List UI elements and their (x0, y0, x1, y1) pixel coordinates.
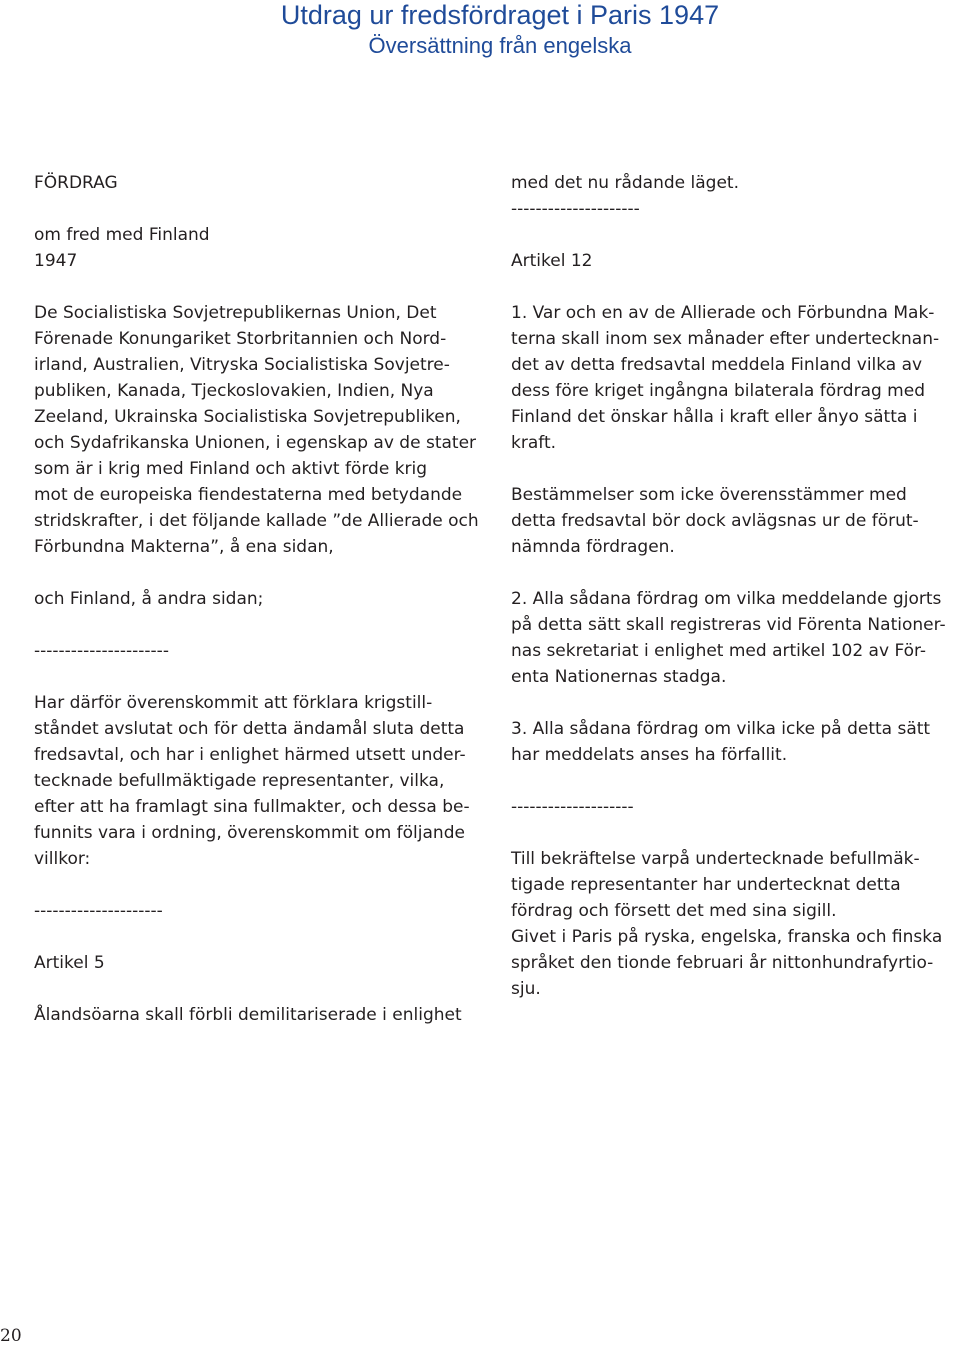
preamble-line: mot de europeiska fiendestaterna med betydande (34, 485, 463, 505)
paragraph-1-line: det av detta fredsavtal meddela Finland vilka av (511, 355, 923, 375)
closing-line: Givet i Paris på ryska, engelska, franska och finska (511, 927, 943, 947)
preamble-line: Förenade Konungariket Storbritannien och Nord- (34, 329, 447, 349)
separator: --------------------- (34, 901, 163, 921)
page-number: 20 (0, 1326, 22, 1346)
preamble-line: Förbundna Makterna”, å ena sidan, (34, 537, 334, 557)
article-5-text: Ålandsöarna skall förbli demilitariserade i enlighet (34, 1005, 462, 1025)
treaty-subheading: om fred med Finland (34, 225, 210, 245)
paragraph-2-line: på detta sätt skall registreras vid Förenta Nationer- (511, 615, 946, 635)
preamble-line: och Sydafrikanska Unionen, i egenskap av de stater (34, 433, 477, 453)
other-party-line: och Finland, å andra sidan; (34, 589, 264, 609)
agreement-line: Har därför överenskommit att förklara krigstill- (34, 693, 433, 713)
closing-line: sju. (511, 979, 541, 999)
paragraph-1-line: Finland det önskar hålla i kraft eller ånyo sätta i (511, 407, 918, 427)
preamble-line: Zeeland, Ukrainska Socialistiska Sovjetrepubliken, (34, 407, 461, 427)
agreement-line: fredsavtal, och har i enlighet härmed utsett under- (34, 745, 466, 765)
paragraph-1-line: kraft. (511, 433, 557, 453)
preamble-line: publiken, Kanada, Tjeckoslovakien, Indien, Nya (34, 381, 434, 401)
right-column (511, 170, 959, 1002)
preamble-line: stridskrafter, i det följande kallade ”de Allierade och (34, 511, 479, 531)
agreement-line: villkor: (34, 849, 91, 869)
left-column (34, 170, 494, 1028)
closing-line: tigade representanter har undertecknat detta (511, 875, 901, 895)
treaty-heading: FÖRDRAG (34, 173, 118, 193)
separator: --------------------- (511, 199, 640, 219)
paragraph-2-line: 2. Alla sådana fördrag om vilka meddelande gjorts (511, 589, 942, 609)
treaty-year: 1947 (34, 251, 78, 271)
separator: -------------------- (511, 797, 634, 817)
paragraph-1-line: terna skall inom sex månader efter undertecknan- (511, 329, 940, 349)
paragraph-1b-line: nämnda fördragen. (511, 537, 675, 557)
paragraph-1-line: dess före kriget ingångna bilaterala fördrag med (511, 381, 925, 401)
preamble-line: som är i krig med Finland och aktivt förde krig (34, 459, 428, 479)
closing-line: språket den tionde februari år nittonhundrafyrtio- (511, 953, 934, 973)
page-title: Utdrag ur fredsfördraget i Paris 1947 (280, 0, 720, 30)
paragraph-2-line: enta Nationernas stadga. (511, 667, 727, 687)
agreement-line: tecknade befullmäktigade representanter, vilka, (34, 771, 445, 791)
paragraph-1b-line: detta fredsavtal bör dock avlägsnas ur de förut- (511, 511, 919, 531)
closing-line: Till bekräftelse varpå undertecknade befullmäk- (511, 849, 920, 869)
closing-line: fördrag och försett det med sina sigill. (511, 901, 837, 921)
agreement-line: funnits vara i ordning, överenskommit om följande (34, 823, 465, 843)
article-5-title: Artikel 5 (34, 953, 105, 973)
preamble-line: De Socialistiska Sovjetrepublikernas Union, Det (34, 303, 437, 323)
article-12-title: Artikel 12 (511, 251, 593, 271)
paragraph-1b-line: Bestämmelser som icke överensstämmer med (511, 485, 907, 505)
paragraph-1-line: 1. Var och en av de Allierade och Förbundna Mak- (511, 303, 935, 323)
agreement-line: ståndet avslutat och för detta ändamål sluta detta (34, 719, 465, 739)
continuation-line: med det nu rådande läget. (511, 173, 739, 193)
page-subtitle: Översättning från engelska (368, 33, 632, 58)
preamble-line: irland, Australien, Vitryska Socialistiska Sovjetre- (34, 355, 450, 375)
paragraph-3-line: har meddelats anses ha förfallit. (511, 745, 788, 765)
paragraph-3-line: 3. Alla sådana fördrag om vilka icke på detta sätt (511, 719, 931, 739)
agreement-line: efter att ha framlagt sina fullmakter, och dessa be- (34, 797, 470, 817)
separator: ---------------------- (34, 641, 169, 661)
paragraph-2-line: nas sekretariat i enlighet med artikel 102 av För- (511, 641, 927, 661)
